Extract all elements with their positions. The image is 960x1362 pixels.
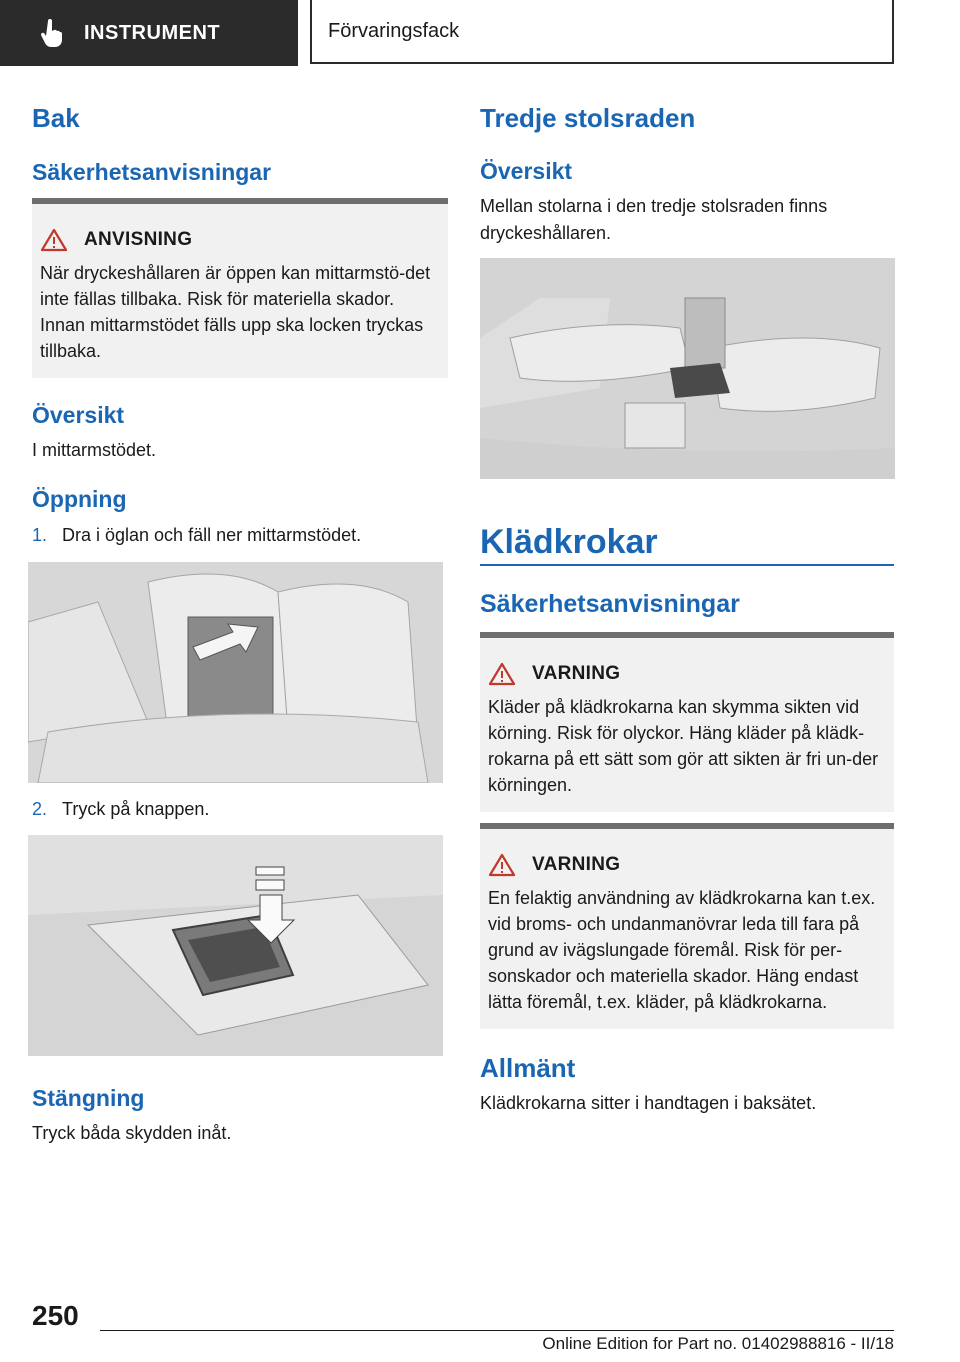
overview-heading-left: Översikt: [32, 402, 125, 428]
topic-tab: [310, 0, 894, 64]
step-number: 2.: [32, 799, 48, 819]
closing-heading: Stängning: [32, 1085, 145, 1111]
page-number: 250: [32, 1300, 79, 1331]
third-row-illustration: [480, 258, 895, 479]
step-number: 1.: [32, 525, 48, 545]
footer-edition: Online Edition for Part no. 01402988816 - II/18: [542, 1334, 894, 1353]
chapter-label: INSTRUMENT: [84, 21, 221, 44]
step-item: [32, 796, 209, 823]
overview-heading-right: Översikt: [480, 158, 573, 184]
warning-title: VARNING: [532, 663, 621, 684]
warning-text: En felaktig användning av klädkrokarna kan t.ex. vid broms- och undanmanövrar leda till fara på grund av ivägslungade föremål. Risk för per-sonskador och materiella skador. Häng endast lätta föremål, t.ex. kläder, på klädkrokarna.: [488, 888, 876, 1012]
closing-text: Tryck båda skydden inåt.: [32, 1123, 232, 1143]
safety-heading-left: Säkerhetsanvisningar: [32, 159, 272, 185]
chapter-tab: [0, 0, 298, 66]
title-rule: [480, 564, 894, 566]
warning-box: [480, 632, 894, 812]
warning-triangle-icon: [40, 228, 68, 252]
warning-box: [480, 823, 894, 1029]
seat-illustration: [28, 562, 443, 783]
warning-triangle-icon: [488, 853, 516, 877]
step-item: [32, 522, 361, 549]
hand-pointer-icon: [36, 17, 68, 49]
warning-header: [488, 662, 620, 686]
notice-text: När dryckeshållaren är öppen kan mittarmstö-det inte fällas tillbaka. Risk för materiella skador. Innan mittarmstödet fälls upp ska locken tryckas tillbaka.: [40, 263, 431, 361]
hooks-title: Klädkrokar: [480, 523, 658, 561]
general-text: Klädkrokarna sitter i handtagen i baksätet.: [480, 1093, 817, 1113]
notice-title: ANVISNING: [84, 229, 193, 250]
notice-header: [40, 228, 192, 252]
step-text: Tryck på knappen.: [62, 799, 210, 819]
step-text: Dra i öglan och fäll ner mittarmstödet.: [62, 525, 362, 545]
section-title-bak: Bak: [32, 103, 80, 133]
notice-box: [32, 198, 448, 378]
opening-heading: Öppning: [32, 486, 127, 512]
illustration-armrest-fold: [28, 562, 443, 783]
overview-text-right: Mellan stolarna i den tredje stolsraden finns dryckeshållaren.: [480, 196, 828, 243]
overview-text-left: I mittarmstödet.: [32, 440, 157, 460]
cupholder-illustration: [28, 835, 443, 1056]
warning-triangle-icon: [488, 662, 516, 686]
illustration-cupholder-button: [28, 835, 443, 1056]
warning-text: Kläder på klädkrokarna kan skymma sikten vid körning. Risk för olyckor. Häng kläder på klädk-rokarna på ett sätt som gör att sikten är fri un-der körningen.: [488, 697, 879, 795]
illustration-third-row-cupholder: [480, 258, 895, 479]
section-title-third-row: Tredje stolsraden: [480, 103, 696, 133]
warning-title: VARNING: [532, 854, 621, 875]
warning-header: [488, 853, 620, 877]
safety-heading-right: Säkerhetsanvisningar: [480, 590, 740, 618]
general-heading: Allmänt: [480, 1053, 576, 1083]
footer-rule: [100, 1330, 894, 1331]
topic-label: Förvaringsfack: [328, 19, 460, 42]
